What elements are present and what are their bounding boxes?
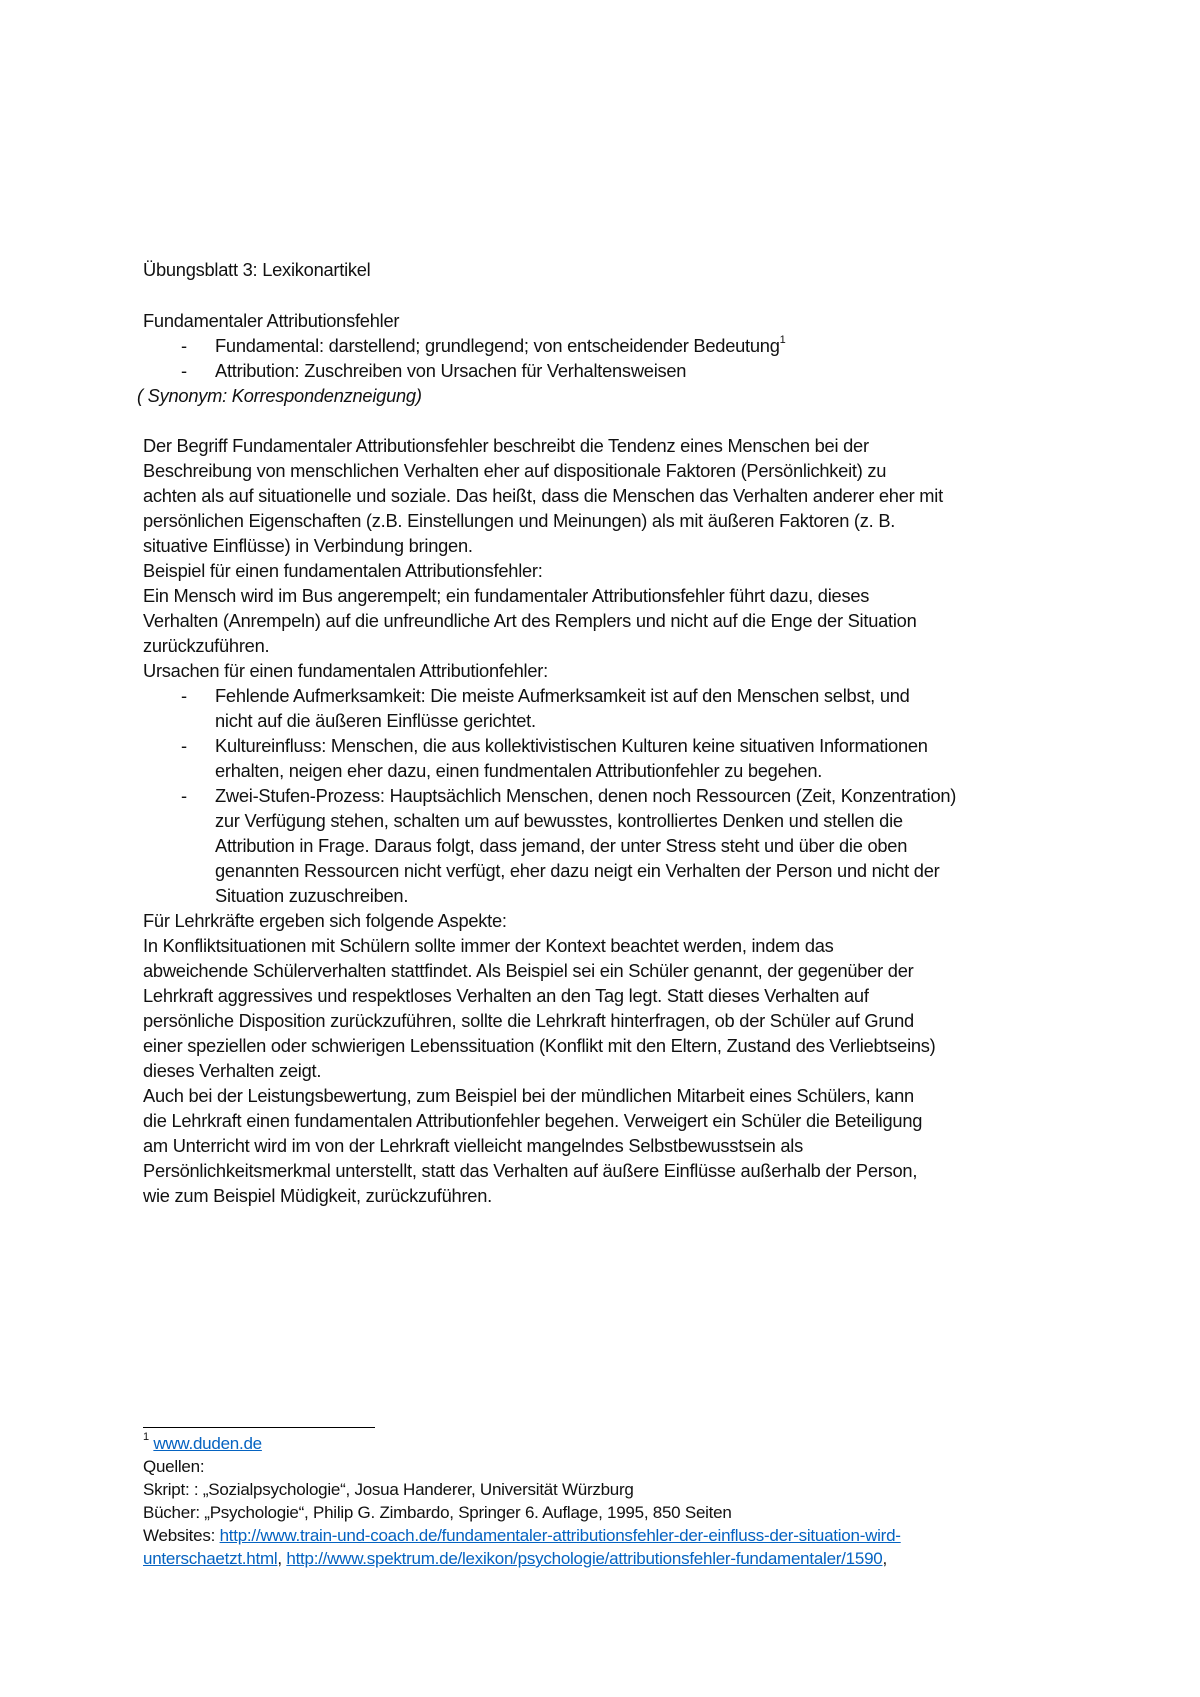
article-heading: Fundamentaler Attributionsfehler bbox=[143, 310, 400, 331]
source-websites-cont bbox=[143, 1545, 887, 1572]
bullet-dash: - bbox=[181, 335, 187, 356]
paragraph-line: Ein Mensch wird im Bus angerempelt; ein fundamentaler Attributionsfehler führt dazu, dieses bbox=[143, 585, 870, 606]
paragraph-line: In Konfliktsituationen mit Schülern sollte immer der Kontext beachtet werden, indem das bbox=[143, 935, 834, 956]
source-script: Skript: : „Sozialpsychologie“, Josua Handerer, Universität Würzburg bbox=[143, 1480, 634, 1499]
paragraph-line: achten als auf situationelle und soziale. Das heißt, dass die Menschen das Verhalten anderer eher mit bbox=[143, 485, 943, 506]
cause-line: genannten Ressourcen nicht verfügt, eher dazu neigt ein Verhalten der Person und nicht der bbox=[215, 860, 940, 881]
causes-heading: Ursachen für einen fundamentalen Attributionfehler: bbox=[143, 660, 548, 681]
paragraph-line: Verhalten (Anrempeln) auf die unfreundliche Art des Remplers und nicht auf die Enge der Situation bbox=[143, 610, 917, 631]
footnote-separator bbox=[143, 1427, 375, 1428]
cause-line: Fehlende Aufmerksamkeit: Die meiste Aufmerksamkeit ist auf den Menschen selbst, und bbox=[215, 685, 910, 706]
bullet-dash: - bbox=[181, 685, 187, 706]
paragraph-line: Beschreibung von menschlichen Verhalten eher auf dispositionale Faktoren (Persönlichkeit) zu bbox=[143, 460, 887, 481]
footnote-number: 1 bbox=[143, 1431, 149, 1443]
paragraph-line: situative Einflüsse) in Verbindung bringen. bbox=[143, 535, 473, 556]
paragraph-line: Der Begriff Fundamentaler Attributionsfehler beschreibt die Tendenz eines Menschen bei der bbox=[143, 435, 869, 456]
teachers-heading: Für Lehrkräfte ergeben sich folgende Aspekte: bbox=[143, 910, 507, 931]
paragraph-line: am Unterricht wird im von der Lehrkraft vielleicht mangelndes Selbstbewusstsein als bbox=[143, 1135, 804, 1156]
link-separator: , bbox=[277, 1549, 287, 1568]
cause-line: Kultureinfluss: Menschen, die aus kollektivistischen Kulturen keine situativen Informationen bbox=[215, 735, 928, 756]
train-und-coach-link[interactable]: http://www.train-und-coach.de/fundamentaler-attributionsfehler-der-einfluss-der-situation-wird- bbox=[219, 1526, 901, 1545]
definition-text: Fundamental: darstellend; grundlegend; von entscheidender Bedeutung bbox=[215, 335, 780, 356]
example-heading: Beispiel für einen fundamentalen Attributionsfehler: bbox=[143, 560, 543, 581]
paragraph-line: dieses Verhalten zeigt. bbox=[143, 1060, 322, 1081]
paragraph-line: Lehrkraft aggressives und respektloses Verhalten an den Tag legt. Statt dieses Verhalten auf bbox=[143, 985, 869, 1006]
paragraph-line: wie zum Beispiel Müdigkeit, zurückzuführen. bbox=[143, 1185, 492, 1206]
cause-line: erhalten, neigen eher dazu, einen fundmentalen Attributionfehler zu begehen. bbox=[215, 760, 823, 781]
cause-line: Attribution in Frage. Daraus folgt, dass jemand, der unter Stress steht und über die oben bbox=[215, 835, 908, 856]
trailing-comma: , bbox=[882, 1549, 887, 1568]
paragraph-line: persönliche Disposition zurückzuführen, sollte die Lehrkraft hinterfragen, ob der Schüler auf Grund bbox=[143, 1010, 914, 1031]
cause-line: Zwei-Stufen-Prozess: Hauptsächlich Menschen, denen noch Ressourcen (Zeit, Konzentration) bbox=[215, 785, 957, 806]
sources-label: Quellen: bbox=[143, 1457, 205, 1476]
cause-line: nicht auf die äußeren Einflüsse gerichtet. bbox=[215, 710, 536, 731]
definition-attribution: Attribution: Zuschreiben von Ursachen für Verhaltensweisen bbox=[215, 360, 687, 381]
duden-link[interactable]: www.duden.de bbox=[153, 1434, 262, 1453]
bullet-dash: - bbox=[181, 735, 187, 756]
paragraph-line: zurückzuführen. bbox=[143, 635, 270, 656]
synonym: ( Synonym: Korrespondenzneigung) bbox=[137, 385, 422, 406]
paragraph-line: abweichende Schülerverhalten stattfindet. Als Beispiel sei ein Schüler genannt, der gegenüber der bbox=[143, 960, 914, 981]
cause-line: Situation zuzuschreiben. bbox=[215, 885, 409, 906]
paragraph-line: Persönlichkeitsmerkmal unterstellt, statt das Verhalten auf äußere Einflüsse außerhalb der Person, bbox=[143, 1160, 918, 1181]
paragraph-line: persönlichen Eigenschaften (z.B. Einstellungen und Meinungen) als mit äußeren Faktoren (z. B. bbox=[143, 510, 896, 531]
websites-label: Websites: bbox=[143, 1526, 220, 1545]
paragraph-line: die Lehrkraft einen fundamentalen Attributionfehler begehen. Verweigert ein Schüler die Beteiligung bbox=[143, 1110, 923, 1131]
train-und-coach-link-cont[interactable]: unterschaetzt.html bbox=[143, 1549, 278, 1568]
bullet-dash: - bbox=[181, 785, 187, 806]
source-books: Bücher: „Psychologie“, Philip G. Zimbardo, Springer 6. Auflage, 1995, 850 Seiten bbox=[143, 1503, 732, 1522]
paragraph-line: einer speziellen oder schwierigen Lebenssituation (Konflikt mit den Eltern, Zustand des Verliebtseins) bbox=[143, 1035, 936, 1056]
definition-fundamental bbox=[215, 332, 785, 359]
spektrum-link[interactable]: http://www.spektrum.de/lexikon/psychologie/attributionsfehler-fundamentaler/1590 bbox=[286, 1549, 883, 1568]
footnote-ref[interactable]: 1 bbox=[779, 334, 786, 346]
paragraph-line: Auch bei der Leistungsbewertung, zum Beispiel bei der mündlichen Mitarbeit eines Schülers, kann bbox=[143, 1085, 914, 1106]
cause-line: zur Verfügung stehen, schalten um auf bewusstes, kontrolliertes Denken und stellen die bbox=[215, 810, 903, 831]
bullet-dash: - bbox=[181, 360, 187, 381]
document-title: Übungsblatt 3: Lexikonartikel bbox=[143, 259, 371, 280]
